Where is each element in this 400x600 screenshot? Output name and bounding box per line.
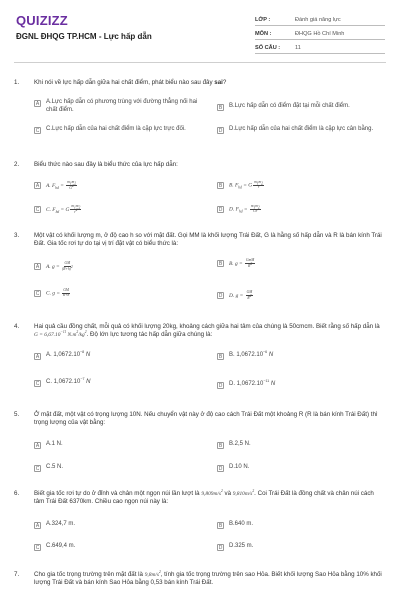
question-number: 2. — [14, 161, 20, 168]
quizizz-logo: QUIZIZZ — [16, 13, 68, 28]
option-b[interactable] — [217, 521, 385, 529]
meta-value: Đánh giá năng lực — [295, 17, 341, 23]
option-formula: D. g = $\frac{GM}{R^2}$ — [229, 290, 253, 300]
option-a[interactable] — [34, 99, 204, 114]
worksheet-meta — [255, 12, 385, 54]
option-letter: D — [218, 206, 223, 213]
option-letter: A — [35, 100, 40, 107]
option-formula: C. g = $\frac{GM}{R+h}$ — [46, 288, 70, 297]
option-formula: B. g = $\frac{\text{GmM}}{R^2}$ — [229, 258, 255, 268]
option-c[interactable] — [34, 205, 204, 215]
question-number: 1. — [14, 79, 20, 86]
option-text: C.649,4 m. — [46, 543, 76, 549]
option-letter: A — [35, 182, 40, 189]
option-formula: B. $F_{hd} = G$ $\frac{m_1m_2}{r}$ — [229, 180, 263, 190]
option-b[interactable] — [217, 259, 385, 269]
option-d[interactable] — [217, 464, 385, 472]
option-b[interactable] — [217, 103, 385, 111]
option-text: B.2,5 N. — [229, 441, 251, 447]
option-d[interactable] — [217, 543, 385, 551]
header-divider — [14, 62, 386, 63]
option-text: D.10 N. — [229, 464, 250, 470]
option-letter: B — [218, 442, 223, 449]
option-letter: B — [218, 522, 223, 529]
option-letter: C — [35, 544, 40, 551]
option-text: D.Lực hấp dẫn của hai chất điểm là cặp lực cân bằng. — [229, 126, 374, 132]
option-text: A.1 N. — [46, 441, 63, 447]
option-b[interactable] — [217, 352, 385, 360]
option-letter: C — [35, 380, 40, 387]
option-text: D. $1,0672.10^{-11}$ N — [229, 379, 276, 387]
option-letter: C — [35, 290, 40, 297]
option-d[interactable] — [217, 126, 385, 134]
option-a[interactable] — [34, 352, 204, 360]
option-letter: A — [35, 263, 40, 270]
option-letter: B — [218, 260, 223, 267]
question-number: 3. — [14, 232, 20, 239]
question-text: Biết gia tốc rơi tự do ở đỉnh và chân một ngọn núi lần lượt là $9,809m/s^2$ và $9,810m/s^2$. Coi Trái Đất là đồng chất và chân núi cách tâm Trái Đất 6370km. Chiều cao ngọn núi này là: — [34, 489, 374, 506]
question-text: Một vật có khối lượng m, ở độ cao h so với mặt đất. Gọi MM là khối lượng Trái Đất, G là hằng số hấp dẫn và R là bán kính Trái Đất. Gia tốc rơi tự do tại vị trí đặt vật có biểu thức là: — [34, 232, 382, 248]
question-text: Ở mặt đất, một vật có trọng lượng 10N. Nếu chuyển vật này ở độ cao cách Trái Đất một khoảng R (R là bán kính Trái Đất) thì trọng lượng của vật bằng: — [34, 411, 378, 427]
option-text: B. $1,0672.10^{-6}$ N — [229, 350, 274, 358]
option-c[interactable] — [34, 379, 204, 387]
option-letter: B — [218, 104, 223, 111]
option-letter: C — [35, 465, 40, 472]
option-a[interactable] — [34, 181, 204, 191]
meta-value: ĐHQG Hồ Chí Minh — [295, 31, 345, 37]
option-letter: D — [218, 544, 223, 551]
meta-row-subject — [255, 26, 385, 40]
option-d[interactable] — [217, 205, 385, 214]
option-text: B.640 m. — [229, 521, 254, 527]
question-number: 7. — [14, 571, 20, 578]
worksheet-title: ĐGNL ĐHQG TP.HCM - Lực hấp dẫn — [16, 32, 152, 41]
option-letter: D — [218, 292, 223, 299]
meta-key: MÔN : — [255, 31, 272, 37]
option-a[interactable] — [34, 262, 204, 272]
option-letter: A — [35, 353, 40, 360]
option-letter: C — [35, 127, 40, 134]
option-b[interactable] — [217, 441, 385, 449]
option-letter: C — [35, 206, 40, 213]
option-formula: D. $F_{hd}$ = $\frac{m_1m_2}{Gr}$ — [229, 204, 260, 214]
option-a[interactable] — [34, 521, 204, 529]
meta-row-class — [255, 12, 385, 26]
option-text: D.325 m. — [229, 543, 254, 549]
option-letter: D — [218, 465, 223, 472]
option-letter: B — [218, 182, 223, 189]
option-a[interactable] — [34, 441, 204, 449]
option-text: C.5 N. — [46, 464, 64, 470]
meta-row-count — [255, 40, 385, 54]
option-c[interactable] — [34, 464, 204, 472]
question-number: 5. — [14, 411, 20, 418]
question-number: 6. — [14, 490, 20, 497]
meta-value: 11 — [295, 45, 301, 51]
option-text: B.Lực hấp dẫn có điểm đặt tại mỗi chất điểm. — [229, 103, 350, 109]
option-d[interactable] — [217, 381, 385, 389]
option-c[interactable] — [34, 126, 204, 134]
option-letter: A — [35, 522, 40, 529]
option-text: A.324,7 m. — [46, 521, 76, 527]
option-formula: C. $F_{hd} = G$ $\frac{m_1m_2}{r^2}$ — [46, 204, 81, 215]
option-formula: A. g = $\frac{GM}{(R+h)^2}$ — [46, 261, 73, 271]
option-formula: A. $F_{hd}$ = $\frac{m_1m_2}{G^2}$ — [46, 180, 77, 191]
option-letter: A — [35, 442, 40, 449]
question-text: Cho gia tốc trọng trường trên mặt đất là $9,8m/s^2$, tính gia tốc trọng trường trên sao Hỏa. Biết khối lượng Sao Hỏa bằng 10% khối lượng Trái Đất và bán kính Sao Hỏa bằng 0,53 bán kính Trái Đất. — [34, 570, 382, 587]
option-b[interactable] — [217, 181, 385, 190]
question-text: Hai quả cầu đồng chất, mỗi quả có khối lượng 20kg, khoảng cách giữa hai tâm của chúng là 50cmcm. Biết rằng số hấp dẫn là $G = 6,67.10^{-11}$ $N.m^2/kg^2$. Độ lớn lực tương tác hấp dẫn giữa chúng là: — [34, 323, 380, 339]
option-text: A.Lực hấp dẫn có phương trùng với đường thẳng nối hai chất điểm. — [46, 99, 198, 113]
option-letter: D — [218, 127, 223, 134]
meta-key: LỚP : — [255, 17, 271, 23]
question-text: Biểu thức nào sau đây là biểu thức của lực hấp dẫn: — [34, 161, 178, 168]
option-text: C.Lực hấp dẫn của hai chất điểm là cặp lực trực đối. — [46, 126, 186, 132]
question-text: Khi nói về lực hấp dẫn giữa hai chất điểm, phát biểu nào sau đây sai? — [34, 79, 227, 86]
option-letter: D — [218, 382, 223, 389]
option-text: A. $1,0672.10^{-8}$ N — [46, 350, 91, 358]
option-letter: B — [218, 353, 223, 360]
option-c[interactable] — [34, 289, 204, 298]
question-number: 4. — [14, 323, 20, 330]
option-c[interactable] — [34, 543, 204, 551]
option-d[interactable] — [217, 291, 385, 301]
option-text: C. $1,0672.10^{-7}$ N — [46, 377, 91, 385]
meta-key: SỐ CÂU : — [255, 45, 281, 51]
